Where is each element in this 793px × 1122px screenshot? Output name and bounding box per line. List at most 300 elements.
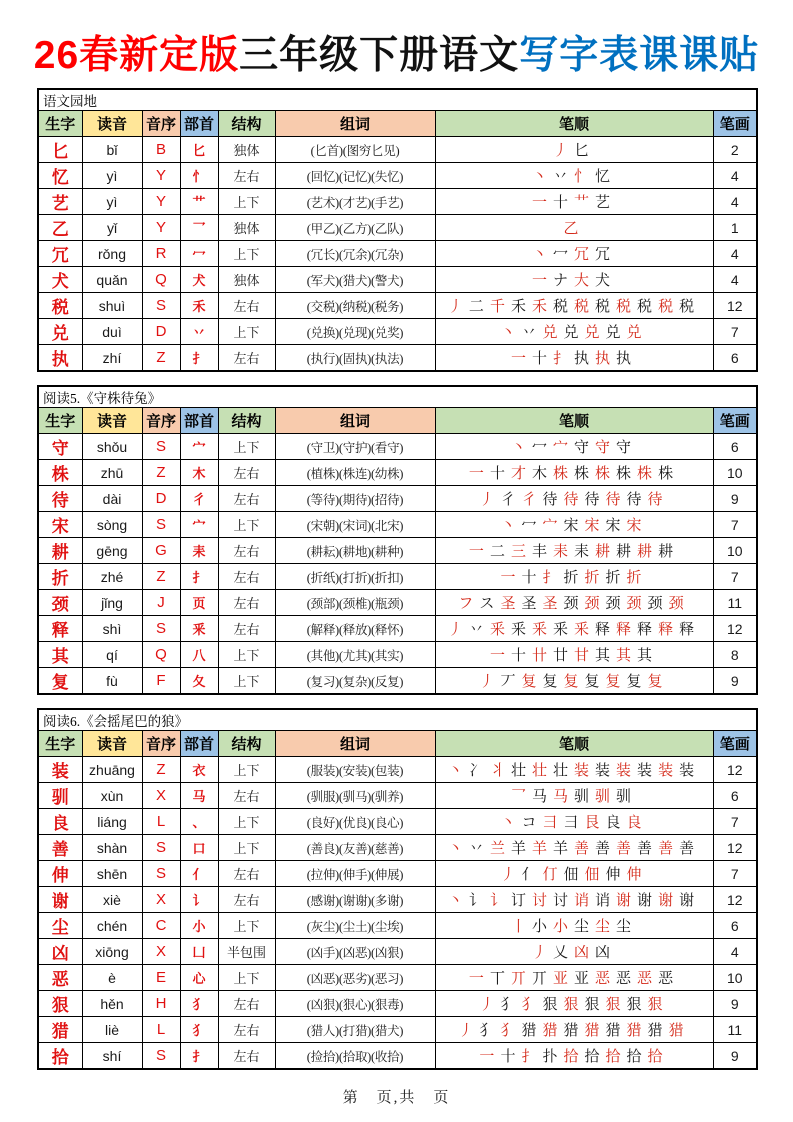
- page-title-edition: 26春新定版: [33, 34, 240, 77]
- table-row: [38, 434, 757, 460]
- stroke-step: 兑: [605, 325, 621, 341]
- words-cell: (感谢)(谢谢)(多谢): [275, 887, 435, 913]
- stroke-step: 善: [637, 841, 653, 857]
- stroke-step: 拾: [563, 1049, 579, 1065]
- table-row: [38, 241, 757, 267]
- stroke-step: 狠: [605, 997, 621, 1013]
- stroke-step: 猎: [584, 1023, 600, 1039]
- table-row: [38, 809, 757, 835]
- initial-cell: X: [142, 887, 180, 913]
- pinyin-cell: zhé: [82, 564, 142, 590]
- stroke-step: 执: [595, 351, 611, 367]
- stroke-step: 亚: [552, 971, 568, 987]
- stroke-step: 释: [616, 622, 632, 638]
- pinyin-cell: shēn: [82, 861, 142, 887]
- stroke-step: 犬: [595, 273, 611, 289]
- stroke-step: 十: [531, 351, 547, 367]
- char-cell: 匕: [38, 137, 82, 163]
- words-cell: (凶手)(凶恶)(凶狠): [275, 939, 435, 965]
- stroke-step: 伸: [626, 867, 642, 883]
- char-cell: 税: [38, 293, 82, 319]
- stroke-step: 狠: [647, 997, 663, 1013]
- initial-cell: H: [142, 991, 180, 1017]
- pinyin-cell: quǎn: [82, 267, 142, 293]
- initial-cell: D: [142, 486, 180, 512]
- stroke-step: 折: [584, 570, 600, 586]
- stroke-count-cell: 6: [713, 434, 757, 460]
- stroke-order-cell: [435, 1017, 713, 1043]
- words-cell: (驯服)(驯马)(驯养): [275, 783, 435, 809]
- stroke-order-cell: [435, 189, 713, 215]
- stroke-step: 耕: [595, 544, 611, 560]
- stroke-step: 释: [658, 622, 674, 638]
- stroke-order-cell: [435, 590, 713, 616]
- stroke-step: 耒: [574, 544, 590, 560]
- stroke-step: 丿: [500, 867, 516, 883]
- initial-cell: X: [142, 939, 180, 965]
- column-header-structure: 结构: [218, 731, 275, 757]
- stroke-step: 圣: [500, 596, 516, 612]
- stroke-order-cell: [435, 861, 713, 887]
- stroke-count-cell: 12: [713, 757, 757, 783]
- initial-cell: E: [142, 965, 180, 991]
- page-footer: 第 页,共 页: [342, 1090, 451, 1106]
- stroke-step: 丌: [510, 971, 526, 987]
- structure-cell: 上下: [218, 642, 275, 668]
- stroke-step: 讨: [531, 893, 547, 909]
- stroke-step: 丿: [447, 299, 463, 315]
- stroke-step: 扌: [552, 351, 568, 367]
- stroke-step: 善: [574, 841, 590, 857]
- words-cell: (宋朝)(宋词)(北宋): [275, 512, 435, 538]
- column-header-strokes: 笔顺: [435, 111, 713, 137]
- stroke-step: 丿: [531, 945, 547, 961]
- stroke-step: 犭: [500, 997, 516, 1013]
- stroke-step: 耕: [637, 544, 653, 560]
- stroke-step: 丌: [531, 971, 547, 987]
- page-title: [0, 24, 793, 80]
- stroke-step: 扌: [542, 570, 558, 586]
- section-title: 阅读6.《会摇尾巴的狼》: [38, 709, 757, 731]
- stroke-step: 折: [626, 570, 642, 586]
- pinyin-cell: xiōng: [82, 939, 142, 965]
- pinyin-cell: shuì: [82, 293, 142, 319]
- stroke-order-cell: [435, 887, 713, 913]
- structure-cell: 左右: [218, 538, 275, 564]
- radical-cell: 心: [180, 965, 218, 991]
- radical-cell: 小: [180, 913, 218, 939]
- stroke-step: 执: [616, 351, 632, 367]
- stroke-order-cell: [435, 241, 713, 267]
- char-cell: 耕: [38, 538, 82, 564]
- stroke-step: 株: [574, 466, 590, 482]
- stroke-step: 壮: [531, 763, 547, 779]
- stroke-step: 颈: [563, 596, 579, 612]
- stroke-order-cell: [435, 512, 713, 538]
- table-row: [38, 616, 757, 642]
- table-row: [38, 486, 757, 512]
- stroke-step: 执: [574, 351, 590, 367]
- words-cell: (等待)(期待)(招待): [275, 486, 435, 512]
- words-cell: (艺术)(才艺)(手艺): [275, 189, 435, 215]
- stroke-order-cell: [435, 757, 713, 783]
- stroke-step: 复: [605, 674, 621, 690]
- stroke-count-cell: 8: [713, 642, 757, 668]
- structure-cell: 左右: [218, 991, 275, 1017]
- stroke-step: 驯: [574, 789, 590, 805]
- stroke-step: 仃: [542, 867, 558, 883]
- words-cell: (执行)(固执)(执法): [275, 345, 435, 372]
- stroke-step: 颈: [605, 596, 621, 612]
- stroke-order-cell: [435, 267, 713, 293]
- stroke-step: コ: [521, 815, 537, 831]
- stroke-order-cell: [435, 434, 713, 460]
- stroke-step: 驯: [616, 789, 632, 805]
- stroke-step: 马: [552, 789, 568, 805]
- structure-cell: 左右: [218, 486, 275, 512]
- stroke-step: 冗: [595, 247, 611, 263]
- structure-cell: 独体: [218, 267, 275, 293]
- stroke-step: 善: [616, 841, 632, 857]
- stroke-step: 狠: [563, 997, 579, 1013]
- radical-cell: 马: [180, 783, 218, 809]
- column-header-structure: 结构: [218, 408, 275, 434]
- column-header-structure: 结构: [218, 111, 275, 137]
- stroke-step: 羊: [531, 841, 547, 857]
- pinyin-cell: bǐ: [82, 137, 142, 163]
- table-row: [38, 267, 757, 293]
- stroke-step: 丶: [510, 440, 526, 456]
- radical-cell: 扌: [180, 345, 218, 372]
- stroke-step: 订: [510, 893, 526, 909]
- stroke-step: 善: [679, 841, 695, 857]
- radical-cell: 亻: [180, 861, 218, 887]
- column-header-initial: 音序: [142, 111, 180, 137]
- stroke-step: 马: [531, 789, 547, 805]
- radical-cell: 凵: [180, 939, 218, 965]
- stroke-order-cell: [435, 616, 713, 642]
- stroke-order-cell: [435, 642, 713, 668]
- stroke-step: 彳: [500, 492, 516, 508]
- stroke-step: 宋: [563, 518, 579, 534]
- stroke-step: 忆: [595, 169, 611, 185]
- char-cell: 犬: [38, 267, 82, 293]
- words-cell: (善良)(友善)(慈善): [275, 835, 435, 861]
- stroke-step: 税: [552, 299, 568, 315]
- structure-cell: 左右: [218, 887, 275, 913]
- table-row: [38, 319, 757, 345]
- stroke-step: 冖: [521, 518, 537, 534]
- stroke-step: 装: [637, 763, 653, 779]
- initial-cell: B: [142, 137, 180, 163]
- radical-cell: 扌: [180, 564, 218, 590]
- stroke-step: 丶: [500, 815, 516, 831]
- words-cell: (军犬)(猎犬)(警犬): [275, 267, 435, 293]
- char-cell: 伸: [38, 861, 82, 887]
- stroke-step: 壮: [510, 763, 526, 779]
- stroke-step: 耕: [616, 544, 632, 560]
- structure-cell: 上下: [218, 757, 275, 783]
- radical-cell: 彳: [180, 486, 218, 512]
- table-row: [38, 757, 757, 783]
- stroke-step: 装: [616, 763, 632, 779]
- char-cell: 善: [38, 835, 82, 861]
- stroke-step: 讠: [489, 893, 505, 909]
- stroke-step: 乂: [552, 945, 568, 961]
- char-cell: 驯: [38, 783, 82, 809]
- stroke-step: 犭: [500, 1023, 516, 1039]
- char-cell: 乙: [38, 215, 82, 241]
- stroke-step: 待: [626, 492, 642, 508]
- words-cell: (灰尘)(尘土)(尘埃): [275, 913, 435, 939]
- stroke-step: 谢: [658, 893, 674, 909]
- stroke-step: 复: [563, 674, 579, 690]
- worksheet-page: [0, 24, 793, 1122]
- column-header-count: 笔画: [713, 111, 757, 137]
- stroke-step: 税: [679, 299, 695, 315]
- stroke-step: 株: [595, 466, 611, 482]
- stroke-step: 佃: [563, 867, 579, 883]
- stroke-step: 拾: [626, 1049, 642, 1065]
- stroke-order-cell: [435, 913, 713, 939]
- stroke-step: 猎: [542, 1023, 558, 1039]
- pinyin-cell: xùn: [82, 783, 142, 809]
- words-cell: (复习)(复杂)(反复): [275, 668, 435, 695]
- stroke-order-cell: [435, 835, 713, 861]
- stroke-step: 十: [500, 1049, 516, 1065]
- radical-cell: 丷: [180, 319, 218, 345]
- stroke-count-cell: 6: [713, 783, 757, 809]
- stroke-step: 释: [637, 622, 653, 638]
- radical-cell: 扌: [180, 1043, 218, 1070]
- words-cell: (猎人)(打猎)(猎犬): [275, 1017, 435, 1043]
- stroke-step: 凶: [595, 945, 611, 961]
- stroke-order-cell: [435, 1043, 713, 1070]
- table-row: [38, 293, 757, 319]
- pinyin-cell: zhí: [82, 345, 142, 372]
- initial-cell: Z: [142, 345, 180, 372]
- structure-cell: 上下: [218, 913, 275, 939]
- stroke-step: 待: [647, 492, 663, 508]
- stroke-step: 装: [574, 763, 590, 779]
- column-header-radical: 部首: [180, 408, 218, 434]
- radical-cell: 页: [180, 590, 218, 616]
- stroke-step: 卄: [531, 648, 547, 664]
- radical-cell: 禾: [180, 293, 218, 319]
- stroke-order-cell: [435, 460, 713, 486]
- structure-cell: 左右: [218, 616, 275, 642]
- table-row: [38, 163, 757, 189]
- stroke-step: 丆: [500, 674, 516, 690]
- pinyin-cell: è: [82, 965, 142, 991]
- pinyin-cell: duì: [82, 319, 142, 345]
- stroke-step: 谢: [679, 893, 695, 909]
- stroke-order-cell: [435, 991, 713, 1017]
- stroke-step: 释: [679, 622, 695, 638]
- stroke-step: 尘: [595, 919, 611, 935]
- stroke-count-cell: 7: [713, 319, 757, 345]
- stroke-order-cell: [435, 163, 713, 189]
- radical-cell: 讠: [180, 887, 218, 913]
- structure-cell: 左右: [218, 590, 275, 616]
- stroke-step: 宀: [542, 518, 558, 534]
- stroke-count-cell: 11: [713, 1017, 757, 1043]
- stroke-step: 复: [542, 674, 558, 690]
- pinyin-cell: liáng: [82, 809, 142, 835]
- pinyin-cell: hěn: [82, 991, 142, 1017]
- char-cell: 执: [38, 345, 82, 372]
- stroke-count-cell: 4: [713, 189, 757, 215]
- stroke-step: 折: [605, 570, 621, 586]
- stroke-step: 税: [595, 299, 611, 315]
- initial-cell: G: [142, 538, 180, 564]
- stroke-step: 复: [521, 674, 537, 690]
- pinyin-cell: xiè: [82, 887, 142, 913]
- stroke-step: 驯: [595, 789, 611, 805]
- stroke-step: 丿: [479, 492, 495, 508]
- stroke-step: 待: [563, 492, 579, 508]
- stroke-order-cell: [435, 965, 713, 991]
- table-row: [38, 564, 757, 590]
- stroke-step: 釆: [510, 622, 526, 638]
- stroke-step: 颈: [626, 596, 642, 612]
- table-row: [38, 512, 757, 538]
- char-cell: 其: [38, 642, 82, 668]
- column-header-pinyin: 读音: [82, 408, 142, 434]
- structure-cell: 左右: [218, 293, 275, 319]
- stroke-count-cell: 7: [713, 861, 757, 887]
- stroke-step: 宀: [552, 440, 568, 456]
- stroke-step: 丰: [531, 544, 547, 560]
- structure-cell: 左右: [218, 345, 275, 372]
- stroke-step: 丶: [531, 169, 547, 185]
- stroke-step: 恶: [595, 971, 611, 987]
- stroke-step: 一: [510, 351, 526, 367]
- stroke-step: 狠: [542, 997, 558, 1013]
- stroke-step: 壮: [552, 763, 568, 779]
- stroke-count-cell: 7: [713, 564, 757, 590]
- initial-cell: Y: [142, 163, 180, 189]
- stroke-count-cell: 12: [713, 887, 757, 913]
- stroke-step: 颈: [584, 596, 600, 612]
- table-row: [38, 783, 757, 809]
- stroke-step: 兑: [542, 325, 558, 341]
- structure-cell: 上下: [218, 835, 275, 861]
- stroke-step: 拾: [647, 1049, 663, 1065]
- radical-cell: 犭: [180, 991, 218, 1017]
- structure-cell: 独体: [218, 215, 275, 241]
- radical-cell: 忄: [180, 163, 218, 189]
- stroke-count-cell: 4: [713, 939, 757, 965]
- stroke-step: 兑: [584, 325, 600, 341]
- stroke-step: 良: [626, 815, 642, 831]
- stroke-count-cell: 4: [713, 163, 757, 189]
- stroke-step: 待: [584, 492, 600, 508]
- stroke-count-cell: 12: [713, 835, 757, 861]
- char-cell: 尘: [38, 913, 82, 939]
- stroke-step: 扑: [542, 1049, 558, 1065]
- structure-cell: 左右: [218, 564, 275, 590]
- stroke-step: 丅: [489, 971, 505, 987]
- stroke-order-cell: [435, 668, 713, 695]
- structure-cell: 左右: [218, 783, 275, 809]
- radical-cell: 衣: [180, 757, 218, 783]
- table-row: [38, 887, 757, 913]
- table-row: [38, 590, 757, 616]
- section-title: 阅读5.《守株待兔》: [38, 386, 757, 408]
- structure-cell: 左右: [218, 460, 275, 486]
- initial-cell: D: [142, 319, 180, 345]
- structure-cell: 上下: [218, 965, 275, 991]
- stroke-step: 恶: [616, 971, 632, 987]
- stroke-step: 猎: [521, 1023, 537, 1039]
- char-cell: 释: [38, 616, 82, 642]
- initial-cell: X: [142, 783, 180, 809]
- pinyin-cell: fù: [82, 668, 142, 695]
- stroke-step: 一: [468, 466, 484, 482]
- words-cell: (交税)(纳税)(税务): [275, 293, 435, 319]
- stroke-count-cell: 6: [713, 913, 757, 939]
- stroke-step: 颈: [668, 596, 684, 612]
- worksheet-table: [37, 88, 758, 372]
- char-cell: 良: [38, 809, 82, 835]
- initial-cell: S: [142, 835, 180, 861]
- stroke-step: 匕: [574, 143, 590, 159]
- stroke-step: 复: [584, 674, 600, 690]
- initial-cell: S: [142, 512, 180, 538]
- words-cell: (守卫)(守护)(看守): [275, 434, 435, 460]
- stroke-step: 冖: [552, 247, 568, 263]
- table-row: [38, 189, 757, 215]
- stroke-step: 十: [510, 648, 526, 664]
- stroke-step: 装: [679, 763, 695, 779]
- stroke-step: 守: [574, 440, 590, 456]
- structure-cell: 上下: [218, 319, 275, 345]
- page-title-grade: 三年级下册语文: [239, 34, 520, 77]
- initial-cell: S: [142, 1043, 180, 1070]
- stroke-step: 冗: [574, 247, 590, 263]
- pinyin-cell: shàn: [82, 835, 142, 861]
- stroke-count-cell: 7: [713, 809, 757, 835]
- initial-cell: Z: [142, 757, 180, 783]
- stroke-step: 善: [595, 841, 611, 857]
- initial-cell: R: [142, 241, 180, 267]
- section-title: 语文园地: [38, 89, 757, 111]
- stroke-step: 丨: [510, 919, 526, 935]
- table-row: [38, 642, 757, 668]
- initial-cell: S: [142, 434, 180, 460]
- char-cell: 冗: [38, 241, 82, 267]
- stroke-step: 善: [658, 841, 674, 857]
- stroke-step: 猎: [647, 1023, 663, 1039]
- table-row: [38, 939, 757, 965]
- stroke-order-cell: [435, 486, 713, 512]
- pinyin-cell: sòng: [82, 512, 142, 538]
- stroke-order-cell: [435, 809, 713, 835]
- stroke-step: 猎: [563, 1023, 579, 1039]
- stroke-step: 小: [552, 919, 568, 935]
- pinyin-cell: zhū: [82, 460, 142, 486]
- column-header-radical: 部首: [180, 111, 218, 137]
- stroke-step: 亚: [574, 971, 590, 987]
- initial-cell: S: [142, 293, 180, 319]
- stroke-step: ナ: [552, 273, 568, 289]
- stroke-step: 丶: [500, 325, 516, 341]
- structure-cell: 左右: [218, 1017, 275, 1043]
- stroke-step: 一: [489, 648, 505, 664]
- stroke-step: 折: [563, 570, 579, 586]
- words-cell: (捡拾)(拾取)(收拾): [275, 1043, 435, 1070]
